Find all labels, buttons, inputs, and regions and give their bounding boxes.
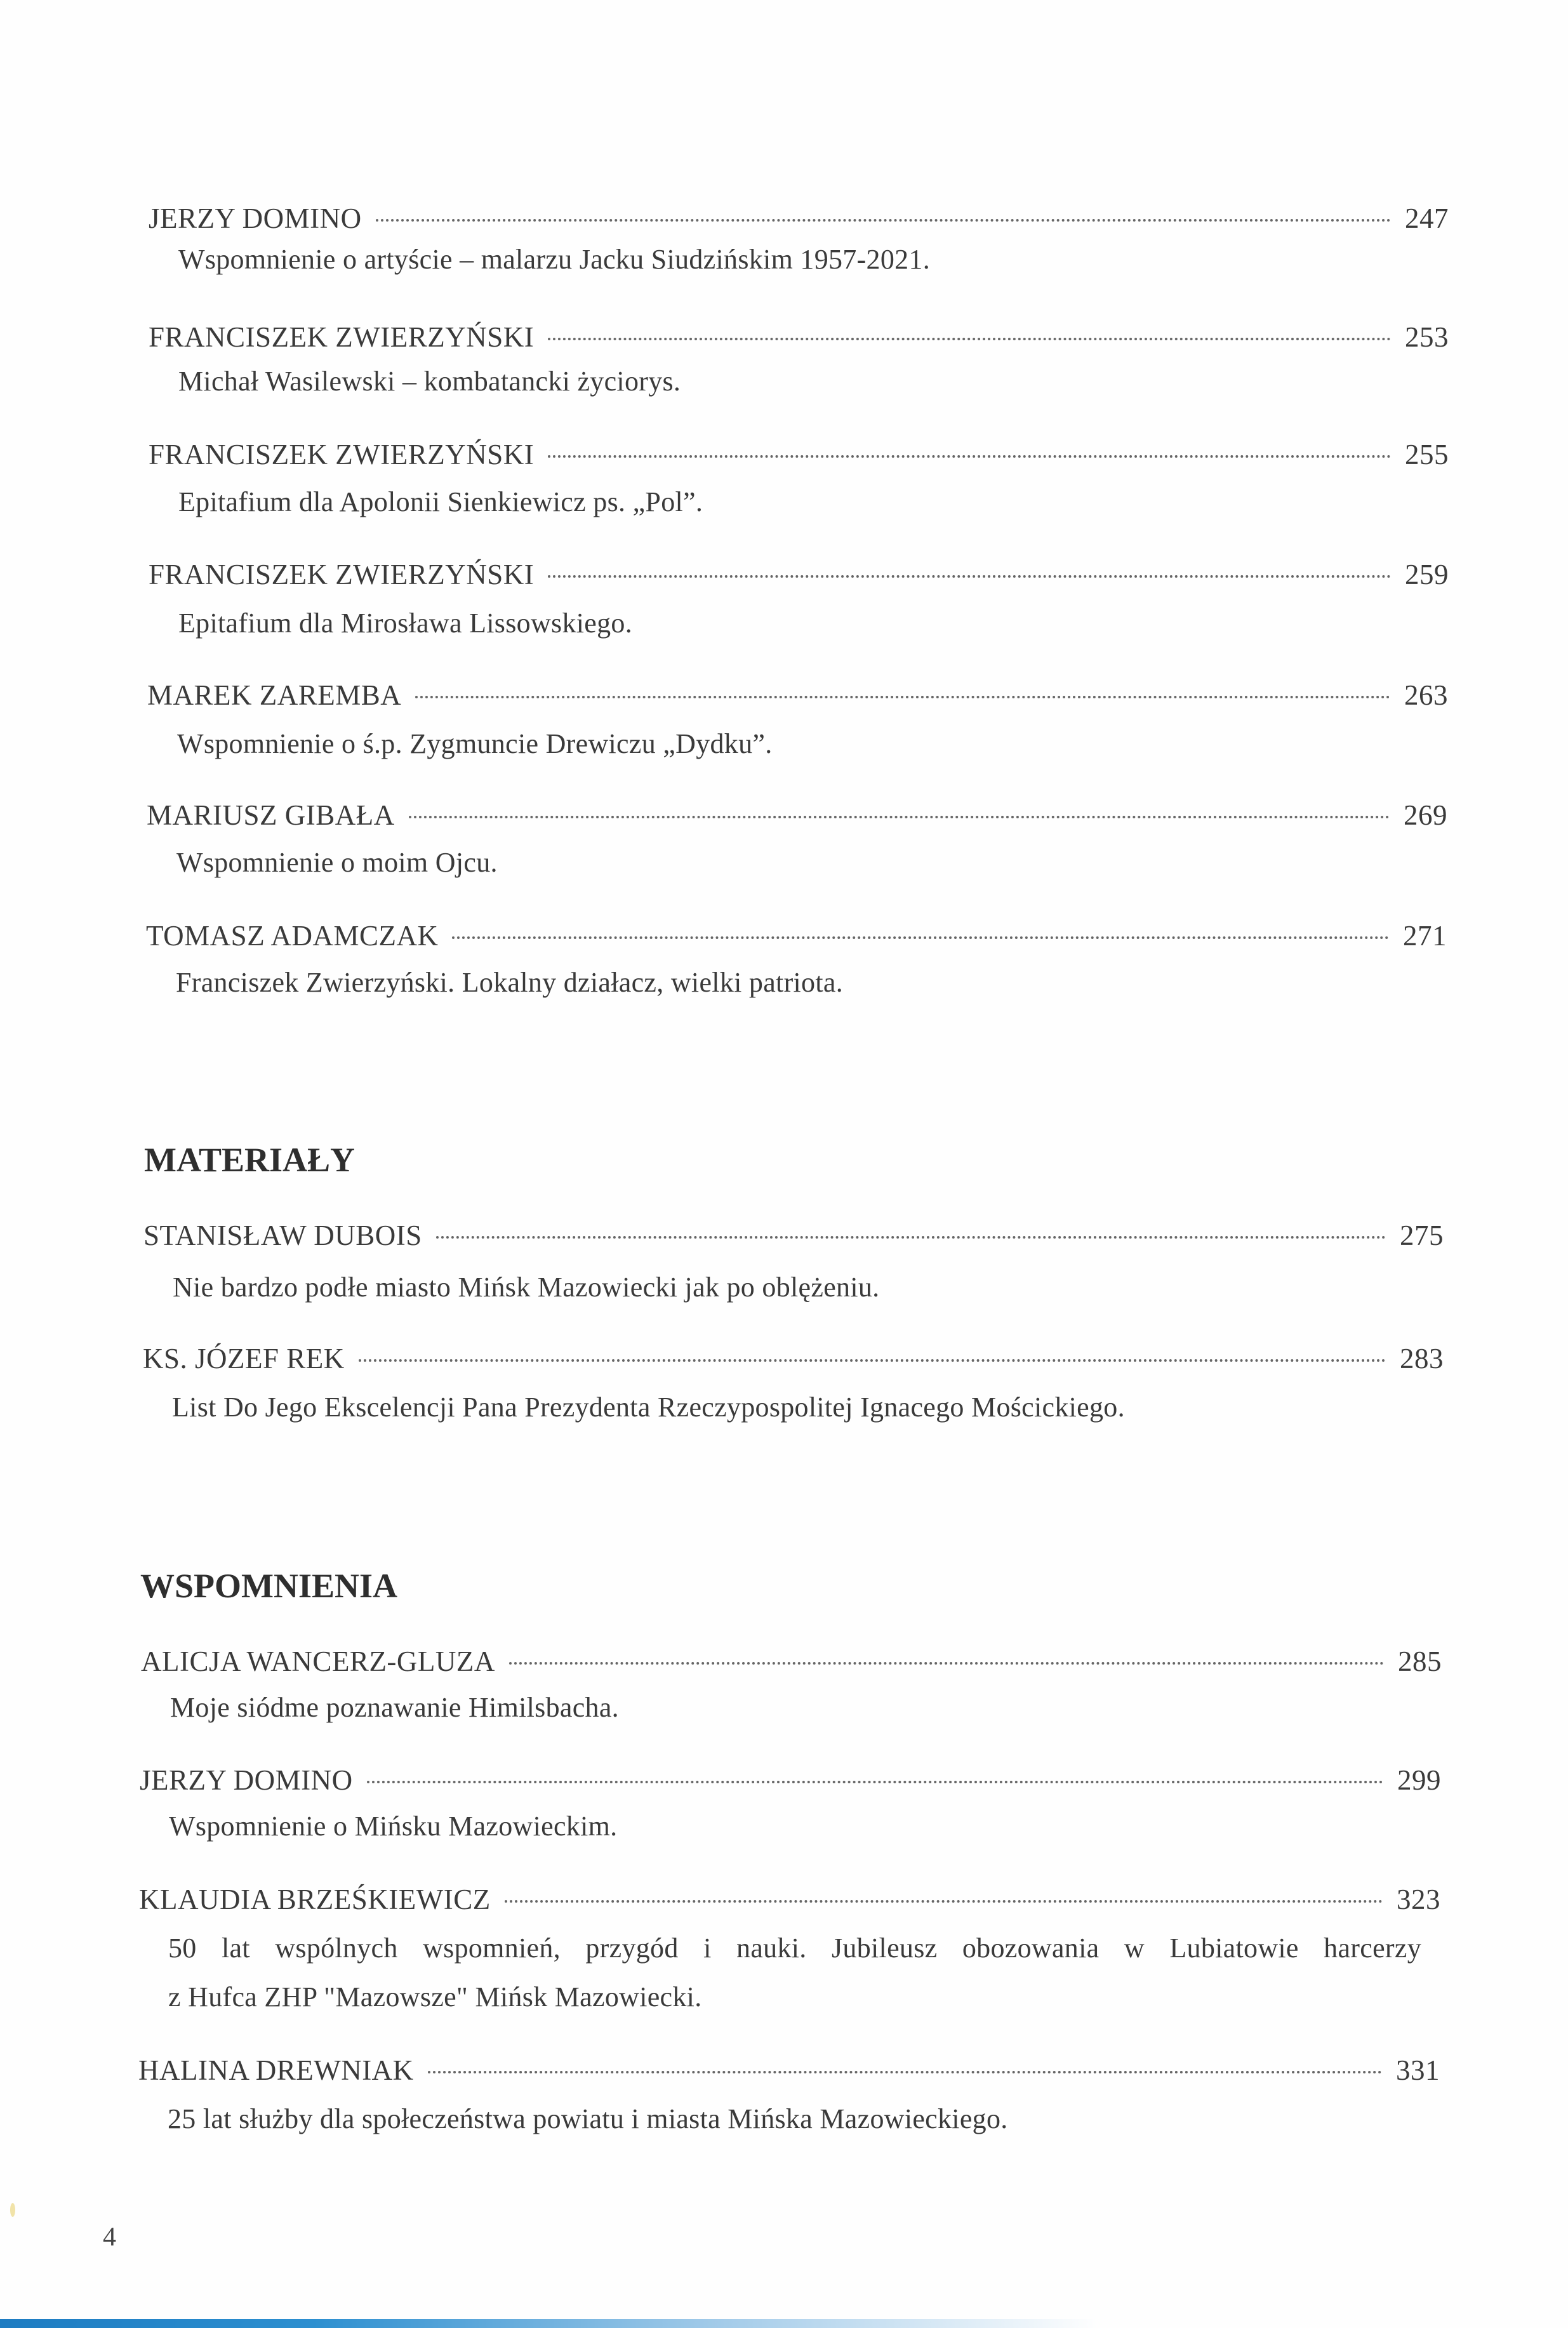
toc-entry [149, 319, 1449, 355]
entry-author: FRANCISZEK ZWIERZYŃSKI [149, 559, 535, 590]
toc-entry [149, 437, 1449, 472]
toc-entry [149, 557, 1449, 592]
entry-page: 269 [1404, 799, 1447, 831]
dot-leader [367, 1781, 1383, 1783]
toc-entry [141, 1644, 1442, 1679]
entry-author: STANISŁAW DUBOIS [143, 1220, 422, 1251]
entry-title: Michał Wasilewski – kombatancki życiorys. [178, 366, 681, 397]
entry-title: z Hufca ZHP "Mazowsze" Mińsk Mazowiecki. [168, 1981, 702, 2012]
entry-page: 331 [1396, 2054, 1440, 2086]
entry-page: 263 [1404, 679, 1448, 711]
dot-leader [415, 696, 1390, 698]
toc-entry [138, 2052, 1440, 2088]
entry-page: 253 [1405, 321, 1449, 353]
toc-entry [147, 797, 1447, 833]
entry-title: Franciszek Zwierzyński. Lokalny działacz, wielki patriota. [176, 967, 844, 998]
entry-author: JERZY DOMINO [140, 1764, 353, 1796]
dot-leader [452, 936, 1389, 939]
entry-page: 285 [1398, 1646, 1442, 1677]
entry-title: Wspomnienie o ś.p. Zygmuncie Drewiczu „Dydku”. [177, 728, 773, 759]
entry-title: Moje siódme poznawanie Himilsbacha. [170, 1692, 619, 1723]
entry-title: Epitafium dla Apolonii Sienkiewicz ps. „Pol”. [178, 486, 703, 517]
dot-leader [409, 816, 1390, 818]
section-heading-materialy: MATERIAŁY [144, 1141, 355, 1179]
toc-entry [139, 1882, 1440, 1917]
entry-author: HALINA DREWNIAK [138, 2054, 414, 2086]
dot-leader [436, 1236, 1386, 1239]
section-heading-wspomnienia: WSPOMNIENIA [140, 1567, 398, 1605]
entry-page: 255 [1405, 439, 1449, 470]
toc-entry [147, 677, 1448, 713]
entry-author: TOMASZ ADAMCZAK [146, 920, 439, 952]
page-number: 4 [103, 2223, 116, 2252]
dot-leader [428, 2071, 1382, 2073]
entry-title: Wspomnienie o artyście – malarzu Jacku Siudzińskim 1957-2021. [178, 244, 931, 275]
entry-author: MARIUSZ GIBAŁA [147, 799, 395, 831]
dot-leader [548, 575, 1391, 578]
entry-author: KLAUDIA BRZEŚKIEWICZ [139, 1884, 491, 1915]
entry-page: 247 [1405, 203, 1449, 234]
entry-author: KS. JÓZEF REK [143, 1343, 345, 1374]
dot-leader [376, 219, 1391, 222]
entry-page: 259 [1405, 559, 1449, 590]
entry-author: FRANCISZEK ZWIERZYŃSKI [149, 439, 535, 470]
entry-author: FRANCISZEK ZWIERZYŃSKI [149, 321, 535, 353]
bottom-edge-bar [0, 2319, 1568, 2328]
entry-author: JERZY DOMINO [149, 203, 362, 234]
entry-page: 299 [1397, 1764, 1441, 1796]
entry-title: Nie bardzo podłe miasto Mińsk Mazowiecki jak po oblężeniu. [173, 1272, 880, 1303]
toc-entry [143, 1218, 1444, 1253]
entry-title: Wspomnienie o moim Ojcu. [176, 847, 498, 878]
entry-title: 50 lat wspólnych wspomnień, przygód i nauki. Jubileusz obozowania w Lubiatowie harcerzy [168, 1932, 1421, 1964]
entry-page: 271 [1403, 920, 1447, 952]
entry-author: MAREK ZAREMBA [147, 679, 402, 711]
entry-page: 323 [1397, 1884, 1440, 1915]
toc-entry [149, 201, 1449, 236]
scan-speck [10, 2203, 15, 2217]
dot-leader [548, 455, 1391, 458]
entry-author: ALICJA WANCERZ-GLUZA [141, 1646, 495, 1677]
entry-page: 275 [1400, 1220, 1444, 1251]
toc-entry [140, 1762, 1441, 1798]
dot-leader [548, 338, 1391, 340]
entry-title: 25 lat służby dla społeczeństwa powiatu i miasta Mińska Mazowieckiego. [168, 2103, 1008, 2134]
dot-leader [359, 1359, 1386, 1362]
entry-title: Epitafium dla Mirosława Lissowskiego. [178, 608, 632, 639]
toc-entry [146, 918, 1447, 954]
dot-leader [509, 1662, 1384, 1665]
entry-page: 283 [1400, 1343, 1444, 1374]
toc-entry [143, 1341, 1444, 1376]
dot-leader [505, 1900, 1383, 1903]
entry-title: Wspomnienie o Mińsku Mazowieckim. [169, 1811, 618, 1842]
entry-title: List Do Jego Ekscelencji Pana Prezydenta Rzeczypospolitej Ignacego Mościckiego. [172, 1392, 1125, 1423]
